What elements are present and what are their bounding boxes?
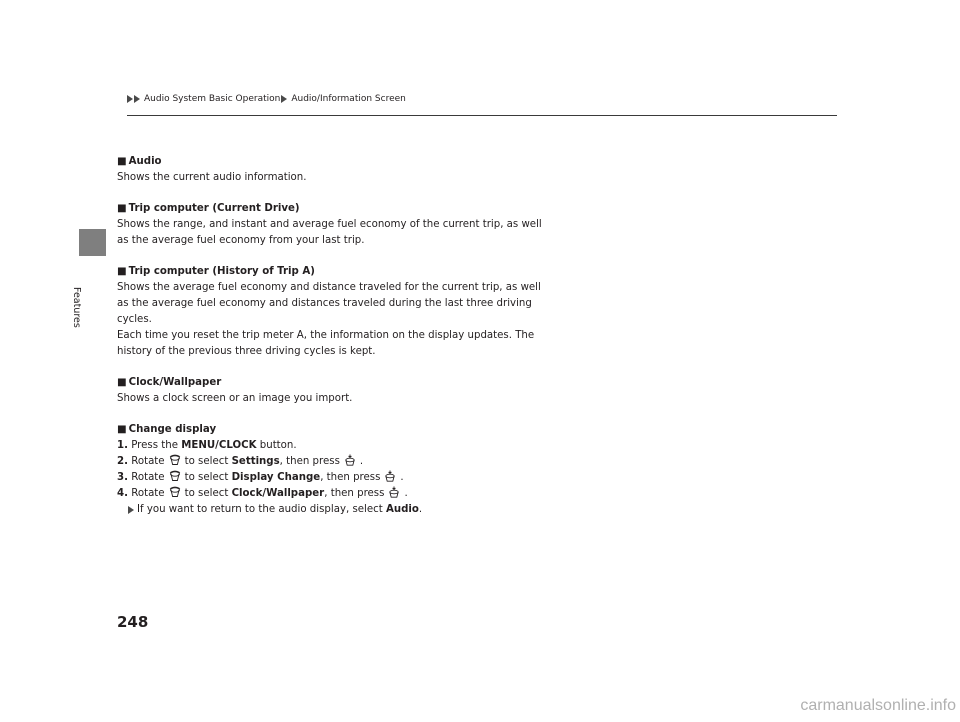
section-text-line: cycles. bbox=[117, 314, 152, 325]
section-text-line: Shows the current audio information. bbox=[117, 172, 307, 183]
section-tab-label: Features bbox=[71, 287, 82, 328]
triangle-arrow-icon bbox=[281, 95, 287, 103]
triangle-arrow-icon bbox=[127, 95, 133, 103]
section-text-line: Shows the average fuel economy and distance traveled for the current trip, as well bbox=[117, 282, 541, 293]
step-2: 2. Rotate to select Settings, then press . bbox=[117, 456, 364, 467]
selector-knob-rotate-icon bbox=[169, 470, 181, 482]
main-content bbox=[117, 154, 577, 533]
section-heading: ■ Trip computer (Current Drive) bbox=[117, 203, 300, 214]
section-trip-current bbox=[117, 201, 577, 249]
section-text-line: Shows the range, and instant and average fuel economy of the current trip, as well bbox=[117, 219, 542, 230]
display-change-menu-label: Display Change bbox=[231, 472, 321, 483]
triangle-arrow-icon bbox=[128, 506, 134, 514]
square-bullet-icon: ■ bbox=[117, 203, 127, 214]
section-heading: ■ Clock/Wallpaper bbox=[117, 377, 222, 388]
triangle-arrow-icon bbox=[134, 95, 140, 103]
section-text-line: Shows a clock screen or an image you import. bbox=[117, 393, 353, 404]
selector-knob-press-icon bbox=[388, 486, 400, 498]
section-text-line: as the average fuel economy from your last trip. bbox=[117, 235, 365, 246]
step-1: 1. Press the MENU/CLOCK button. bbox=[117, 440, 297, 451]
header-divider bbox=[127, 115, 837, 116]
breadcrumb-item-audio-info-screen[interactable]: Audio/Information Screen bbox=[291, 94, 406, 104]
square-bullet-icon: ■ bbox=[117, 266, 127, 277]
section-audio bbox=[117, 154, 577, 186]
section-text-line: history of the previous three driving cycles is kept. bbox=[117, 346, 376, 357]
section-tab-marker bbox=[79, 229, 106, 256]
watermark-text[interactable]: carmanualsonline.info bbox=[800, 697, 956, 714]
clock-wallpaper-menu-label: Clock/Wallpaper bbox=[231, 488, 325, 499]
step-3: 3. Rotate to select Display Change, then press . bbox=[117, 472, 404, 483]
square-bullet-icon: ■ bbox=[117, 377, 127, 388]
breadcrumb bbox=[127, 94, 406, 104]
square-bullet-icon: ■ bbox=[117, 156, 127, 167]
step-4: 4. Rotate to select Clock/Wallpaper, then press . bbox=[117, 488, 408, 499]
settings-menu-label: Settings bbox=[231, 456, 280, 467]
menu-clock-button-label: MENU/CLOCK bbox=[181, 440, 257, 451]
section-trip-history bbox=[117, 264, 577, 360]
section-clock-wallpaper bbox=[117, 375, 577, 407]
audio-menu-label: Audio bbox=[385, 504, 419, 515]
breadcrumb-item-basic-operation[interactable]: Audio System Basic Operation bbox=[144, 94, 281, 104]
selector-knob-press-icon bbox=[384, 470, 396, 482]
selector-knob-rotate-icon bbox=[169, 454, 181, 466]
square-bullet-icon: ■ bbox=[117, 424, 127, 435]
section-change-display bbox=[117, 422, 577, 518]
selector-knob-press-icon bbox=[344, 454, 356, 466]
step-note: If you want to return to the audio display, select Audio . bbox=[117, 502, 577, 518]
section-heading: ■ Audio bbox=[117, 156, 162, 167]
section-heading: ■ Change display bbox=[117, 424, 217, 435]
section-heading: ■ Trip computer (History of Trip A) bbox=[117, 266, 315, 277]
selector-knob-rotate-icon bbox=[169, 486, 181, 498]
section-text-line: Each time you reset the trip meter A, the information on the display updates. The bbox=[117, 330, 535, 341]
section-text-line: as the average fuel economy and distances traveled during the last three driving bbox=[117, 298, 532, 309]
page-number: 248 bbox=[117, 613, 149, 631]
